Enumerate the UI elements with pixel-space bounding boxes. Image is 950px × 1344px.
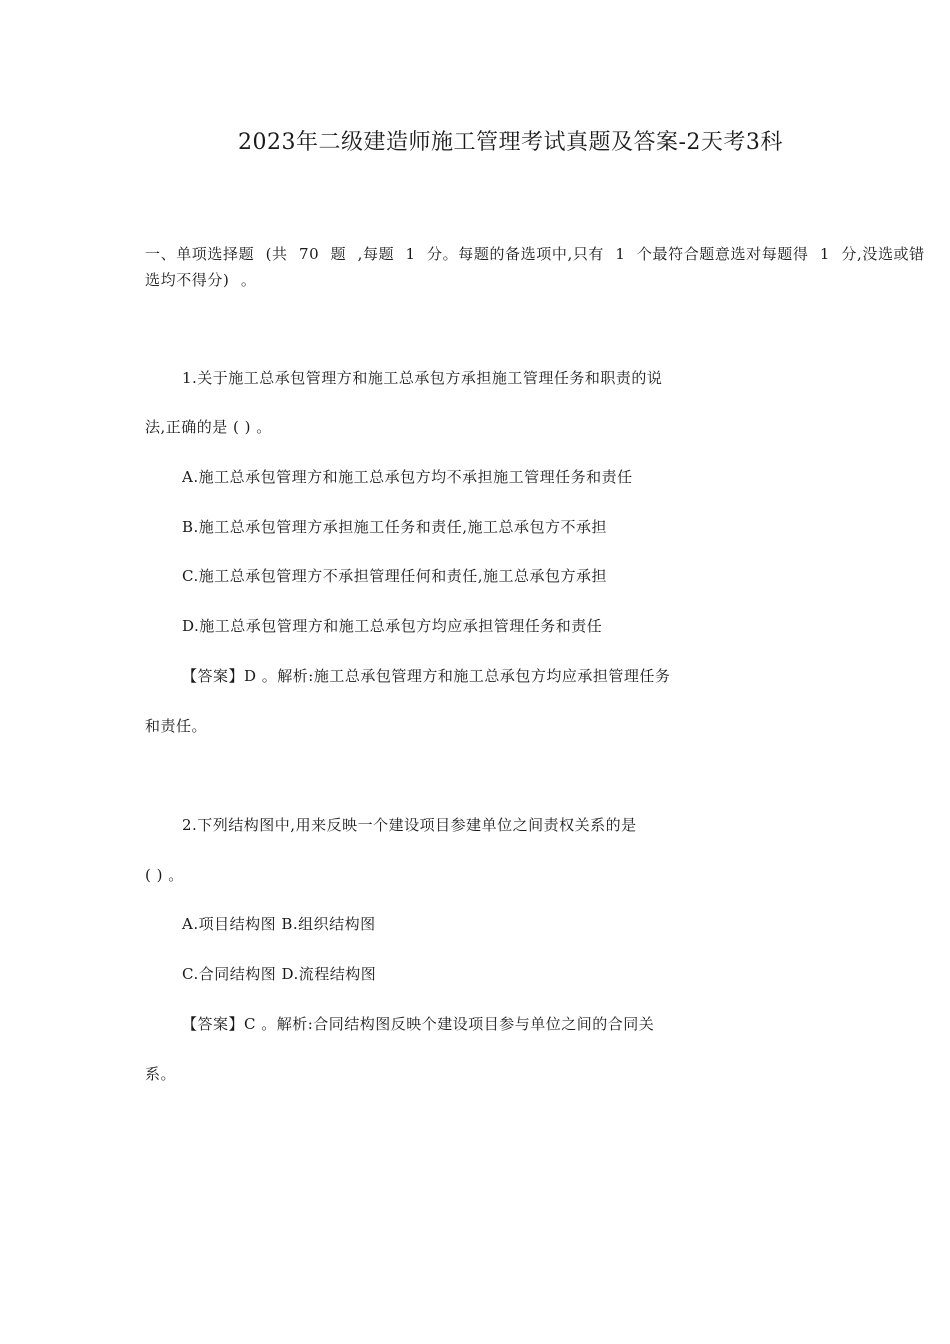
question-1-answer-line1: 【答案】D 。解析:施工总承包管理方和施工总承包方均应承担管理任务 bbox=[182, 667, 671, 685]
question-1-option-c: C.施工总承包管理方不承担管理任何和责任,施工总承包方承担 bbox=[182, 567, 607, 585]
question-1-stem-line1: 1.关于施工总承包管理方和施工总承包方承担施工管理任务和职责的说 bbox=[182, 369, 663, 387]
section-intro: 一、单项选择题 (共 70 题 ,每题 1 分。每题的备选项中,只有 1 个最符合题意选对每题得 1 分,没选或错选均不得分) 。 bbox=[145, 245, 925, 289]
question-1-option-a: A.施工总承包管理方和施工总承包方均不承担施工管理任务和责任 bbox=[182, 468, 633, 486]
question-2-answer-line1: 【答案】C 。解析:合同结构图反映个建设项目参与单位之间的合同关 bbox=[182, 1015, 655, 1033]
question-2-answer-line2: 系。 bbox=[145, 1065, 177, 1083]
question-2-stem-line1: 2.下列结构图中,用来反映一个建设项目参建单位之间责权关系的是 bbox=[182, 816, 637, 834]
question-2-stem-line2: ( ) 。 bbox=[145, 866, 184, 884]
question-1-stem-line2: 法,正确的是 ( ) 。 bbox=[145, 418, 272, 436]
question-1-option-d: D.施工总承包管理方和施工总承包方均应承担管理任务和责任 bbox=[182, 617, 603, 635]
question-1-answer-line2: 和责任。 bbox=[145, 717, 208, 735]
document-title: 2023年二级建造师施工管理考试真题及答案-2天考3科 bbox=[238, 130, 783, 155]
question-2-options-cd: C.合同结构图 D.流程结构图 bbox=[182, 965, 377, 983]
question-1-option-b: B.施工总承包管理方承担施工任务和责任,施工总承包方不承担 bbox=[182, 518, 608, 536]
question-2-options-ab: A.项目结构图 B.组织结构图 bbox=[182, 915, 376, 933]
